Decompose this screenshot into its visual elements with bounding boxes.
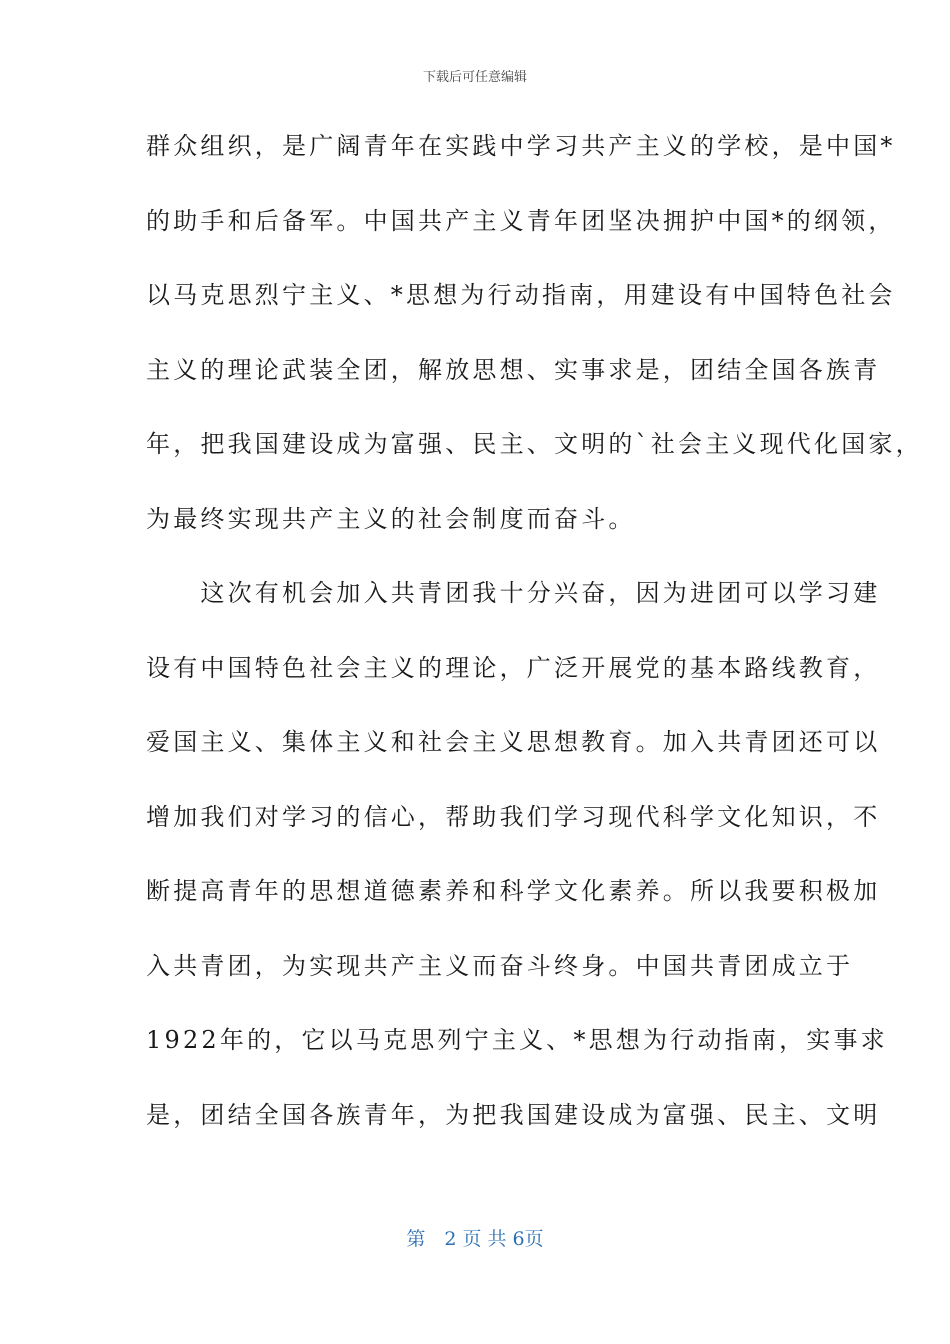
text-line: 的助手和后备军。中国共产主义青年团坚决拥护中国*的纲领， <box>146 206 896 235</box>
text-line: 设有中国特色社会主义的理论，广泛开展党的基本路线教育， <box>146 653 881 682</box>
text-line: 入共青团，为实现共产主义而奋斗终身。中国共青团成立于 <box>146 951 854 980</box>
text-line: 是，团结全国各族青年，为把我国建设成为富强、民主、文明 <box>146 1100 881 1129</box>
text-line: 这次有机会加入共青团我十分兴奋，因为进团可以学习建 <box>146 579 881 607</box>
text-line: 为最终实现共产主义的社会制度而奋斗。 <box>146 504 636 533</box>
page-header: 下载后可任意编辑 <box>422 70 527 85</box>
page-number-footer: 第 2 页 共 6页 <box>406 1228 544 1250</box>
text-line: 断提高青年的思想道德素养和科学文化素养。所以我要积极加 <box>146 877 881 905</box>
document-body <box>146 120 923 1163</box>
text-line: 爱国主义、集体主义和社会主义思想教育。加入共青团还可以 <box>146 728 881 756</box>
text-line: 1922年的，它以马克思列宁主义、*思想为行动指南，实事求 <box>146 1026 888 1054</box>
text-line: 年，把我国建设成为富强、民主、文明的`社会主义现代化国家， <box>146 430 923 458</box>
text-line: 群众组织，是广阔青年在实践中学习共产主义的学校，是中国* <box>146 132 896 160</box>
text-line: 以马克思烈宁主义、*思想为行动指南，用建设有中国特色社会 <box>146 281 896 309</box>
text-line: 增加我们对学习的信心，帮助我们学习现代科学文化知识，不 <box>146 802 881 831</box>
text-line: 主义的理论武装全团，解放思想、实事求是，团结全国各族青 <box>146 355 881 384</box>
